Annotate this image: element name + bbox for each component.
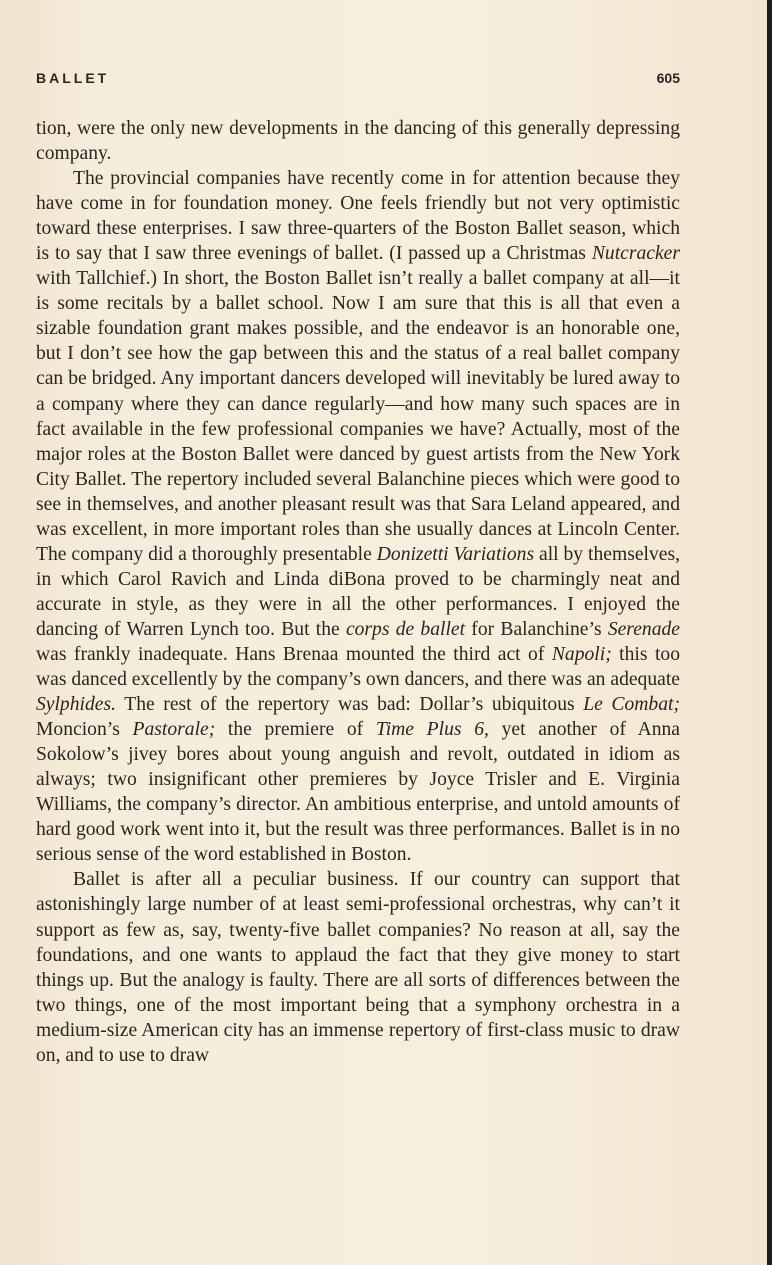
page-edge: [767, 0, 772, 1265]
running-title: BALLET: [36, 70, 110, 86]
italic-text: Le Combat;: [583, 694, 680, 716]
body-text: [36, 116, 680, 1068]
page-number: 605: [656, 70, 680, 86]
paragraph: [36, 166, 680, 867]
paragraph: [36, 867, 680, 1067]
italic-text: Nutcracker: [591, 243, 680, 265]
text-run: Ballet is after all a peculiar business. If our country can support that astonishingly large number of at least semi-professional orchestras, why can’t it support as few as, say, twenty-five ballet companies? No reason at all, say the foundations, and one wants to applaud the fact that they give money to start things up. But the analogy is faulty. There are all sorts of differences between the two things, one of the most important being that a symphony orchestra in a medium-size American city has an immense repertory of first-class music to draw on, and to use to draw: [36, 869, 680, 1066]
paragraph: [36, 116, 680, 166]
text-run: this too was danced excellently by the company’s own dancers, and there was an adequate: [36, 643, 680, 691]
text-run: was frankly inadequate. Hans Brenaa mounted the third act of: [36, 643, 552, 665]
running-head: [36, 70, 680, 94]
italic-text: Pastorale;: [132, 719, 216, 741]
italic-text: Sylphides.: [36, 694, 116, 716]
text-run: tion, were the only new developments in the dancing of this generally depressing company.: [36, 118, 680, 165]
italic-text: Time Plus 6,: [375, 719, 489, 741]
text-run: The rest of the repertory was bad: Dollar’s ubiquitous: [116, 694, 584, 716]
text-run: all by themselves, in which Carol Ravich and Linda diBona proved to be charmingly neat and accurate in style, as they were in all the other performances. I enjoyed the dancing of Warren Lynch too. But the: [36, 543, 680, 640]
italic-text: Donizetti Variations: [376, 543, 535, 565]
text-run: the premiere of: [215, 719, 376, 741]
italic-text: Serenade: [607, 618, 680, 640]
text-run: Moncion’s: [36, 719, 133, 741]
italic-text: corps de ballet: [345, 618, 466, 640]
text-run: for Balanchine’s: [465, 618, 608, 640]
text-run: The provincial companies have recently come in for attention because they have come in for foundation money. One feels friendly but not very optimistic toward these enterprises. I saw three-quarters of the Boston Ballet season, which is to say that I saw three evenings of ballet. (I passed up a Christmas: [36, 168, 680, 265]
italic-text: Napoli;: [551, 643, 612, 665]
text-run: with Tallchief.) In short, the Boston Ballet isn’t really a ballet company at all—it is some recitals by a ballet school. Now I am sure that this is all that even a sizable foundation grant makes possible, and the endeavor is an honorable one, but I don’t see how the gap between this and the status of a real ballet company can be bridged. Any important dancers developed will inevitably be lured away to a company where they can dance regularly—and how many such spaces are in fact available in the few professional companies we have? Actually, most of the major roles at the Boston Ballet were danced by guest artists from the New York City Ballet. The repertory included several Balanchine pieces which were good to see in themselves, and another pleasant result was that Sara Leland appeared, and was excellent, in more important roles than she usually dances at Lincoln Center. The company did a thoroughly presentable: [36, 268, 680, 565]
text-run: yet another of Anna Sokolow’s jivey bores about young anguish and revolt, outdated in idiom as always; two insignificant other premieres by Joyce Trisler and E. Virginia Williams, the company’s director. An ambitious enterprise, and untold amounts of hard good work went into it, but the result was three performances. Ballet is in no serious sense of the word established in Boston.: [36, 719, 681, 866]
